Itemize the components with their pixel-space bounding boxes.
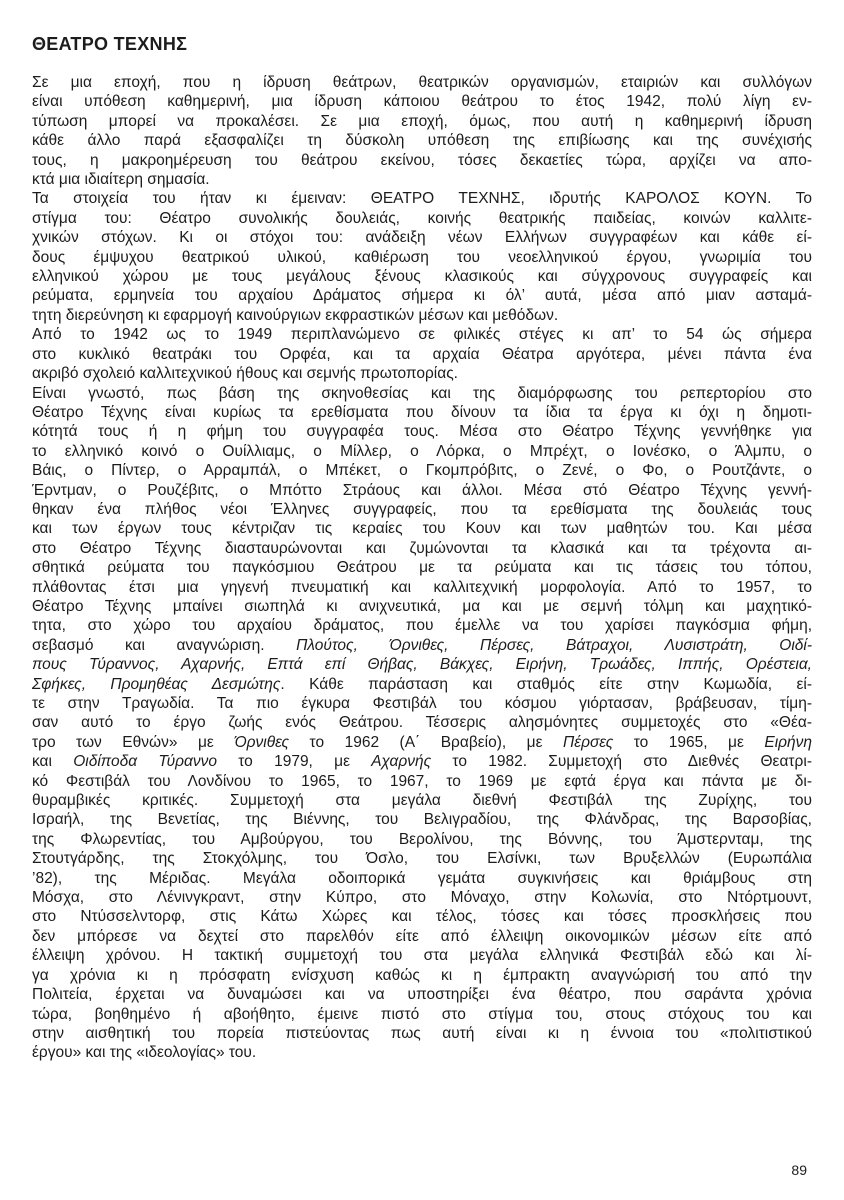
text-segment: Θέατρο Τέχνης είναι κυρίως τα ερεθίσματα που δίνουν τα ίδια τα έργα κι όχι η δημοτι- — [32, 403, 812, 421]
text-line — [32, 422, 812, 441]
text-segment: Τα στοιχεία του ήταν κι έμειναν: ΘΕΑΤΡΟ ΤΕΧΝΗΣ, ιδρυτής ΚΑΡΟΛΟΣ ΚΟΥΝ. Το — [32, 190, 812, 208]
text-segment: είναι υπόθεση καθημερινή, μια ίδρυση κάποιου θεάτρου το έτος 1942, πολύ λίγη εν- — [32, 93, 812, 111]
text-segment: Θέατρο Τέχνης μπαίνει σιωπηλά κι ανιχνευτικά, μα και με σεμνή τόλμη και μαχητικό- — [32, 597, 812, 615]
text-line — [32, 869, 812, 888]
text-line — [32, 616, 812, 635]
text-segment: Σε μια εποχή, που η ίδρυση θεάτρων, θεατρικών οργανισμών, εταιριών και συλλόγων — [32, 74, 812, 91]
text-segment: έλλειψη χρόνου. Η τακτική συμμετοχή του στα μεγάλα ελληνικά Φεστιβάλ εδώ και λί- — [32, 947, 812, 965]
text-segment: τύπωση μπορεί να προκαλέσει. Σε μια εποχή, όμως, που αυτή η καθημερινή ίδρυση — [32, 112, 812, 130]
text-segment: τους, η μακροημέρευση του θεάτρου εκείνου, τόσες δεκαετίες τώρα, αρχίζει να απο- — [32, 151, 812, 169]
text-segment: το 1979, με — [217, 753, 372, 771]
page-title: ΘΕΑΤΡΟ ΤΕΧΝΗΣ — [32, 34, 188, 54]
text-line — [32, 151, 812, 170]
text-segment: της Φλωρεντίας, του Αμβούργου, του Βερολίνου, της Βόννης, του Άμστερνταμ, της — [32, 830, 812, 848]
text-line — [32, 189, 812, 208]
text-segment: τώρα, βοηθημένο ή αβοήθητο, έμεινε πιστό στο στίγμα του, στους στόχους του και — [32, 1005, 812, 1023]
text-line — [32, 907, 812, 926]
text-segment: θηκαν ένα πλήθος νέοι Έλληνες συγγραφείς, που τα ερεθίσματα της δουλειάς τους — [32, 500, 812, 518]
text-line — [32, 946, 812, 965]
text-line — [32, 927, 812, 946]
italic-text-segment: Όρνιθες — [234, 733, 290, 751]
text-segment: Μόσχα, στο Λένινγκραντ, στην Κύπρο, στο Μόναχο, στην Κολωνία, στο Ντόρτμουντ, — [32, 889, 812, 907]
text-segment: και των έργων τους κέντριζαν τις κεραίες του Κουν και των μαθητών του. Και μέσα — [32, 520, 812, 538]
text-segment: στο Ντύσσελντορφ, στις Κάτω Χώρες και τέλος, τόσες και τόσες προσκλήσεις που — [32, 908, 812, 926]
text-segment: χνικών στόχων. Κι οι στόχοι του: ανάδειξη νέων Ελλήνων συγγραφέων και κάθε εί- — [32, 229, 812, 247]
text-segment: το 1962 (Α΄ Βραβείο), με — [289, 733, 564, 751]
text-segment: Από το 1942 ως το 1949 περιπλανώμενο σε φιλικές στέγες κι απ’ το 54 ώς σήμερα — [32, 326, 812, 344]
italic-text-segment: Οιδίποδα Τύραννο — [73, 753, 217, 771]
text-line — [32, 733, 812, 752]
text-segment: τητα, στο χώρο του αρχαίου δράματος, που έμελλε να του χαρίσει παγκόσμια φήμη, — [32, 617, 812, 635]
text-line — [32, 403, 812, 422]
text-segment: κτά μια ιδιαίτερη σημασία. — [32, 171, 210, 189]
text-line — [32, 810, 812, 829]
text-segment: σθητικά ρεύματα του παγκόσμιου Θεάτρου με τα ρεύματα και τις τάσεις του τόπου, — [32, 559, 812, 577]
text-line — [32, 966, 812, 985]
text-line — [32, 636, 812, 655]
text-segment: Έρντμαν, ο Ρουζέβιτς, ο Μπόττο Στράους και άλλοι. Μέσα στό Θέατρο Τέχνης γεννή- — [32, 481, 812, 499]
text-line — [32, 752, 812, 771]
text-line — [32, 830, 812, 849]
text-segment: τε στην Τραγωδία. Τα πιο έγκυρα Φεστιβάλ του κόσμου γιόρτασαν, βράβευσαν, τίμη- — [32, 695, 812, 712]
text-segment: το ελληνικό κοινό ο Ουίλλιαμς, ο Μίλλερ, ο Λόρκα, ο Μπρέχτ, ο Ιονέσκο, ο Άλμπυ, ο — [32, 442, 812, 460]
text-segment: τρο των Εθνών» με — [32, 733, 235, 751]
text-line — [32, 286, 812, 305]
text-line — [32, 1024, 812, 1043]
text-segment: σεβασμό και αναγνώριση. — [32, 636, 297, 654]
text-line — [32, 248, 812, 267]
text-segment: τητη διερεύνηση κι εφαρμογή καινούργιων εκφραστικών μέσων και μεθόδων. — [32, 306, 559, 324]
text-line — [32, 791, 812, 810]
text-line — [32, 694, 812, 713]
text-line — [32, 306, 812, 325]
text-line — [32, 888, 812, 907]
text-line — [32, 1005, 812, 1024]
text-segment: στο κυκλικό θεατράκι του Ορφέα, και τα αρχαία Θέατρα αργότερα, μένει πάντα ένα — [32, 345, 812, 363]
text-segment: γα χρόνια κι η πρόσφατη ενίσχυση καθώς κι η έμπρακτη αναγνώρισή του από την — [32, 966, 812, 984]
italic-text-segment: Σφήκες, Προμηθέας Δεσμώτης — [32, 675, 281, 693]
text-line — [32, 228, 812, 247]
text-line — [32, 442, 812, 461]
text-line — [32, 170, 812, 189]
article-body — [32, 73, 812, 1063]
text-line — [32, 500, 812, 519]
text-segment: στίγμα του: Θέατρο συνολικής δουλειάς, κοινής θεατρικής παιδείας, κοινών καλλιτε- — [32, 209, 812, 227]
text-segment: έργου» και της «ιδεολογίας» του. — [32, 1044, 257, 1062]
text-line — [32, 597, 812, 616]
text-segment: ελληνικού χώρου με τους μεγάλους ξένους κλασικούς και σύγχρονους συγγραφείς και — [32, 268, 812, 286]
page-number: 89 — [791, 1162, 807, 1178]
text-line — [32, 985, 812, 1004]
text-line — [32, 713, 812, 732]
text-segment: Ισραήλ, της Βενετίας, της Βιέννης, του Βελιγραδίου, της Φλάνδρας, της Βαρσοβίας, — [32, 811, 812, 829]
italic-text-segment: Ειρήνη — [764, 733, 812, 751]
text-segment: Βάις, ο Πίντερ, ο Αρραμπάλ, ο Μπέκετ, ο Γκομπρόβιτς, ο Ζενέ, ο Φο, ο Ρουτζάντε, ο — [32, 462, 812, 480]
text-segment: Είναι γνωστό, πως βάση της σκηνοθεσίας και της διαμόρφωσης του ρεπερτορίου στο — [32, 384, 812, 402]
text-segment: ρεύματα, ερμηνεία του αρχαίου Δράματος σήμερα κι όλ’ αυτά, μέσα από μιαν ασταμά- — [32, 287, 812, 305]
text-line — [32, 655, 812, 674]
text-line — [32, 267, 812, 286]
text-line — [32, 849, 812, 868]
text-segment: . Κάθε παράσταση και σταθμός είτε στην Κωμωδία, εί- — [280, 675, 812, 693]
text-line — [32, 345, 812, 364]
text-segment: στην αισθητική του πορεία πιστεύοντας πως αυτή είναι κι η έννοια του «πολιτιστικού — [32, 1024, 812, 1042]
text-segment: σαν αυτό το έργο ζωής ενός Θεάτρου. Τέσσερις αλησμόνητες συμμετοχές στο «Θέα- — [32, 714, 812, 732]
text-segment: Πολιτεία, έρχεται να δυναμώσει και να υποστηρίξει ένα θέατρο, που σαράντα χρόνια — [32, 986, 812, 1004]
text-segment: δους έμψυχου θεατρικού υλικού, καθιέρωση του νεοελληνικού έργου, γνωριμία του — [32, 248, 812, 266]
italic-text-segment: Αχαρνής — [371, 753, 432, 771]
text-line — [32, 772, 812, 791]
italic-text-segment: πους Τύραννος, Αχαρνής, Επτά επί Θήβας, Βάκχες, Ειρήνη, Τρωάδες, Ιππής, Ορέστεια, — [32, 656, 812, 674]
text-line — [32, 1043, 812, 1062]
text-segment: θυραμβικές κριτικές. Συμμετοχή στα μεγάλα διεθνή Φεστιβάλ της Ζυρίχης, του — [32, 792, 812, 810]
text-line — [32, 461, 812, 480]
text-line — [32, 209, 812, 228]
text-line — [32, 519, 812, 538]
text-segment: πλάθοντας έτσι μια γηγενή πνευματική και καλλιτεχνική μορφολογία. Από το 1957, το — [32, 578, 812, 596]
text-line — [32, 92, 812, 111]
text-line — [32, 481, 812, 500]
text-segment: κό Φεστιβάλ του Λονδίνου το 1965, το 1967, το 1969 με εφτά έργα και πάντα με δι- — [32, 772, 812, 790]
text-segment: και — [32, 753, 74, 771]
text-line — [32, 384, 812, 403]
text-segment: δεν μπόρεσε να δεχτεί στο παρελθόν είτε από έλλειψη οικονομικών μέσων είτε από — [32, 927, 812, 945]
text-line — [32, 325, 812, 344]
text-line — [32, 675, 812, 694]
text-segment: ακριβό σχολειό καλλιτεχνικού ήθους και σεμνής πρωτοπορίας. — [32, 365, 458, 383]
text-segment: κάθε άλλο παρά εξασφαλίζει τη δύσκολη υπόθεση της επιβίωσης και της συνέχισής — [32, 132, 812, 150]
text-segment: στο Θέατρο Τέχνης διασταυρώνονται και ζυμώνονται τα κλασικά και τα τρέχοντα αι- — [32, 539, 812, 557]
text-line — [32, 539, 812, 558]
text-segment: το 1982. Συμμετοχή στο Διεθνές Θεατρι- — [431, 753, 812, 771]
text-line — [32, 364, 812, 383]
text-segment: Στουτγάρδης, της Στοκχόλμης, του Όσλο, του Ελσίνκι, των Βρυξελλών (Ευρωπάλια — [32, 850, 812, 868]
italic-text-segment: Πλούτος, Όρνιθες, Πέρσες, Βάτραχοι, Λυσιστράτη, Οιδί- — [296, 636, 812, 654]
text-segment: ’82), της Μέριδας. Μεγάλα οδοιπορικά γεμάτα συγκινήσεις και θριάμβους στη — [32, 869, 812, 887]
text-segment: το 1965, με — [613, 733, 765, 751]
text-line — [32, 112, 812, 131]
text-line — [32, 131, 812, 150]
text-segment: κότητά τους ή η φήμη του συγγραφέα τους. Μέσα στο Θέατρο Τέχνης γεννήθηκε για — [32, 423, 812, 441]
text-line — [32, 578, 812, 597]
text-line — [32, 73, 812, 92]
text-line — [32, 558, 812, 577]
italic-text-segment: Πέρσες — [563, 733, 614, 751]
